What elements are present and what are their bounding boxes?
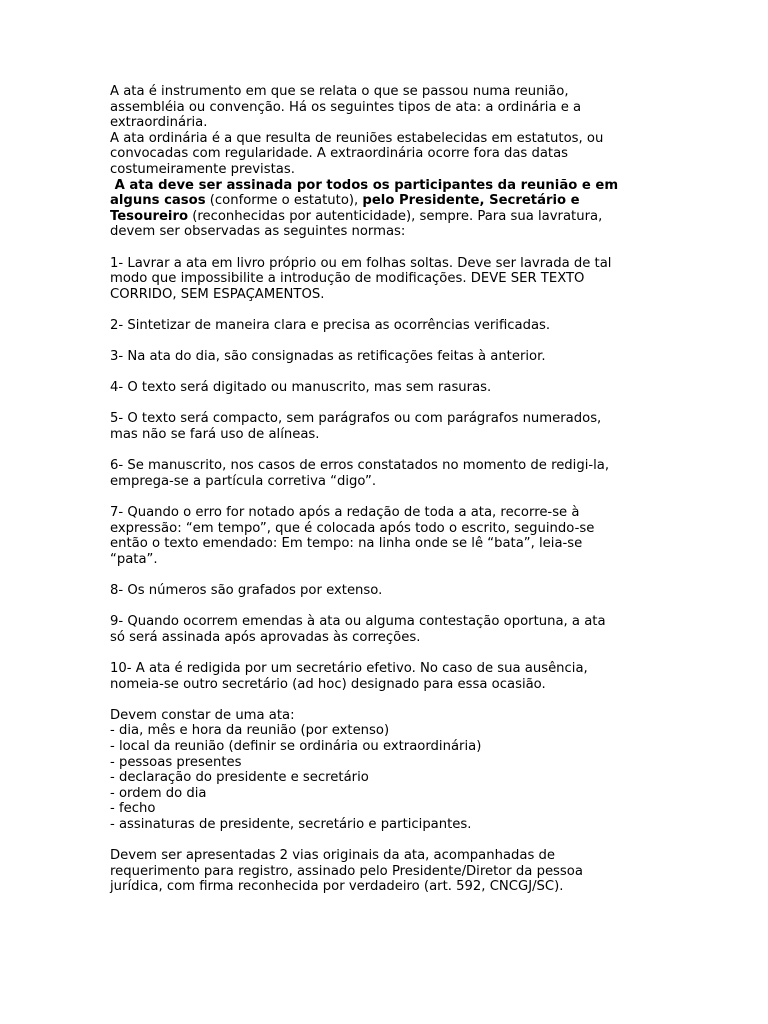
paragraph-gap xyxy=(110,396,670,412)
text-line: então o texto emendado: Em tempo: na linha onde se lê “bata”, leia-se xyxy=(110,536,583,552)
text-line: 6- Se manuscrito, nos casos de erros constatados no momento de redigi-la, xyxy=(110,458,610,474)
paragraph-gap xyxy=(110,567,670,583)
text-line: 5- O texto será compacto, sem parágrafos ou com parágrafos numerados, xyxy=(110,411,602,427)
paragraph-gap xyxy=(110,833,670,849)
paragraph-gap xyxy=(110,240,670,256)
text-line: “pata”. xyxy=(110,551,158,567)
bold-text: Tesoureiro xyxy=(110,208,189,224)
text-line: modo que impossibilite a introdução de modificações. DEVE SER TEXTO xyxy=(110,271,585,287)
text-line: devem ser observadas as seguintes normas: xyxy=(110,224,406,240)
rule-item-6 xyxy=(110,458,670,489)
rule-item-4 xyxy=(110,380,670,396)
bold-text: pelo Presidente, Secretário e xyxy=(362,193,580,209)
paragraph-gap xyxy=(110,443,670,459)
text-line: Devem ser apresentadas 2 vias originais da ata, acompanhadas de xyxy=(110,848,556,864)
rule-item-9 xyxy=(110,614,670,645)
text-line: convocadas com regularidade. A extraordinária ocorre fora das datas xyxy=(110,146,569,162)
list-item: - local da reunião (definir se ordinária ou extraordinária) xyxy=(110,738,482,754)
text-line xyxy=(110,193,670,209)
bold-text: alguns casos xyxy=(110,193,206,209)
text-line: 10- A ata é redigida por um secretário efetivo. No caso de sua ausência, xyxy=(110,660,588,676)
text-line: extraordinária. xyxy=(110,115,208,131)
intro-paragraph-3 xyxy=(110,178,670,240)
rule-item-5 xyxy=(110,411,670,442)
list-item: - dia, mês e hora da reunião (por extenso) xyxy=(110,723,390,739)
rule-item-2 xyxy=(110,318,670,334)
text-line xyxy=(110,178,670,194)
normal-text: (conforme o estatuto), xyxy=(205,193,363,209)
intro-paragraph-1 xyxy=(110,84,670,131)
paragraph-gap xyxy=(110,599,670,615)
text-line: mas não se fará uso de alíneas. xyxy=(110,427,320,443)
text-line: 2- Sintetizar de maneira clara e precisa as ocorrências verificadas. xyxy=(110,317,551,333)
document-page xyxy=(110,84,670,895)
text-line: só será assinada após aprovadas às correções. xyxy=(110,629,421,645)
closing-paragraph xyxy=(110,848,670,895)
text-line: 8- Os números são grafados por extenso. xyxy=(110,583,383,598)
list-item: - assinaturas de presidente, secretário e participantes. xyxy=(110,816,472,832)
list-item: - declaração do presidente e secretário xyxy=(110,770,369,786)
paragraph-gap xyxy=(110,692,670,708)
rule-item-7 xyxy=(110,505,670,567)
text-line: costumeiramente previstas. xyxy=(110,161,295,177)
text-line xyxy=(110,209,670,225)
text-line: 1- Lavrar a ata em livro próprio ou em folhas soltas. Deve ser lavrada de tal xyxy=(110,255,612,271)
rule-item-10 xyxy=(110,661,670,692)
text-line: A ata é instrumento em que se relata o que se passou numa reunião, xyxy=(110,84,569,99)
rule-item-8 xyxy=(110,583,670,599)
paragraph-gap xyxy=(110,489,670,505)
paragraph-gap xyxy=(110,302,670,318)
intro-paragraph-2 xyxy=(110,131,670,178)
normal-text: (reconhecidas por autenticidade), sempre. Para sua lavratura, xyxy=(188,208,603,224)
section-heading: Devem constar de uma ata: xyxy=(110,707,295,723)
rule-item-3 xyxy=(110,349,670,365)
text-line: 7- Quando o erro for notado após a redação de toda a ata, recorre-se à xyxy=(110,505,580,521)
text-line: 4- O texto será digitado ou manuscrito, mas sem rasuras. xyxy=(110,380,492,396)
paragraph-gap xyxy=(110,334,670,350)
text-line: assembléia ou convenção. Há os seguintes tipos de ata: a ordinária e a xyxy=(110,99,582,115)
text-line: 3- Na ata do dia, são consignadas as retificações feitas à anterior. xyxy=(110,349,546,365)
list-item: - ordem do dia xyxy=(110,785,207,801)
text-line: CORRIDO, SEM ESPAÇAMENTOS. xyxy=(110,286,325,302)
text-line: expressão: “em tempo”, que é colocada após todo o escrito, seguindo-se xyxy=(110,520,595,536)
text-line: A ata ordinária é a que resulta de reuniões estabelecidas em estatutos, ou xyxy=(110,130,604,146)
text-line: nomeia-se outro secretário (ad hoc) designado para essa ocasião. xyxy=(110,676,546,692)
list-item: - pessoas presentes xyxy=(110,754,242,770)
rules-list xyxy=(110,256,670,693)
text-line: emprega-se a partícula corretiva “digo”. xyxy=(110,473,377,489)
bold-text: A ata deve ser assinada por todos os participantes da reunião e em xyxy=(110,177,619,193)
list-item: - fecho xyxy=(110,801,156,817)
paragraph-gap xyxy=(110,365,670,381)
text-line: requerimento para registro, assinado pelo Presidente/Diretor da pessoa xyxy=(110,863,583,879)
text-line: jurídica, com firma reconhecida por verdadeiro (art. 592, CNCGJ/SC). xyxy=(110,879,564,895)
ata-contents-section xyxy=(110,708,670,833)
paragraph-gap xyxy=(110,645,670,661)
text-line: 9- Quando ocorrem emendas à ata ou alguma contestação oportuna, a ata xyxy=(110,614,606,630)
rule-item-1 xyxy=(110,256,670,303)
